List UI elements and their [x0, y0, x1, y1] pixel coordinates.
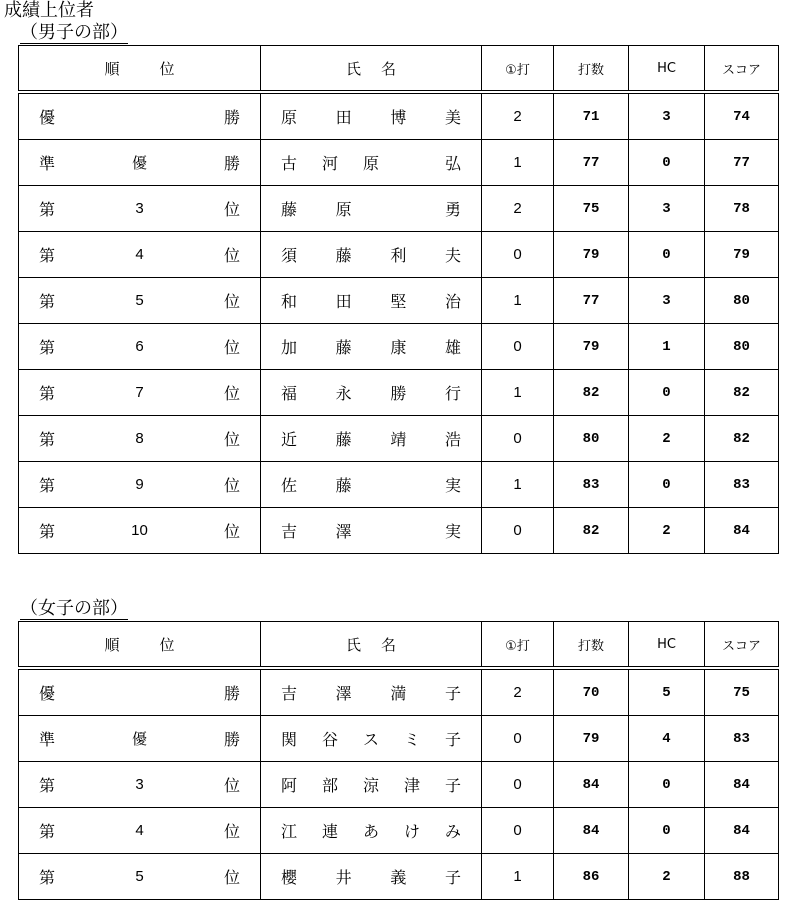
strokes-cell: 79	[554, 324, 629, 370]
hc-cell: 0	[629, 762, 705, 808]
rank-cell	[19, 140, 261, 186]
name-char: 浩	[444, 430, 461, 449]
rank-number: 5	[135, 868, 144, 885]
player-name-cell	[261, 370, 482, 416]
rank-cell	[19, 508, 261, 554]
strokes-cell: 70	[554, 668, 629, 716]
strokes-cell: 80	[554, 416, 629, 462]
men-results-table	[18, 45, 779, 554]
name-char: 吉	[281, 684, 298, 703]
strokes-cell: 79	[554, 232, 629, 278]
one-putt-cell: 1	[482, 462, 554, 508]
name-char: 部	[321, 776, 338, 795]
hc-cell: 0	[629, 462, 705, 508]
rank-char: 第	[39, 292, 56, 311]
rank-number: 7	[135, 384, 144, 401]
strokes-cell: 77	[554, 278, 629, 324]
rank-char: 優	[39, 684, 56, 703]
one-putt-cell: 0	[482, 416, 554, 462]
name-char: 関	[281, 730, 298, 749]
name-char: 原	[281, 108, 298, 127]
header-hc: HC	[629, 622, 705, 669]
name-char: 子	[444, 776, 461, 795]
rank-char: 第	[39, 338, 56, 357]
table-header-row	[19, 622, 779, 669]
name-char: 河	[322, 154, 339, 173]
name-char: 藤	[335, 476, 352, 495]
rank-number: 優	[131, 155, 147, 172]
player-name-cell	[261, 324, 482, 370]
strokes-cell: 82	[554, 508, 629, 554]
rank-char: 第	[39, 200, 56, 219]
rank-number: 10	[131, 522, 148, 539]
name-char: 夫	[444, 246, 461, 265]
player-name-cell	[261, 854, 482, 900]
name-char: 近	[281, 430, 298, 449]
name-char: 博	[390, 108, 407, 127]
score-cell: 80	[705, 324, 779, 370]
name-char: 福	[281, 384, 298, 403]
rank-char: 勝	[223, 684, 240, 703]
player-name-cell	[261, 92, 482, 140]
hc-cell: 4	[629, 716, 705, 762]
rank-cell	[19, 232, 261, 278]
name-char: 津	[403, 776, 420, 795]
rank-char: 勝	[223, 730, 240, 749]
name-char: 田	[335, 108, 352, 127]
header-name: 氏 名	[261, 622, 482, 669]
rank-number: 3	[135, 200, 144, 217]
name-char: 谷	[321, 730, 338, 749]
hc-cell: 1	[629, 324, 705, 370]
one-putt-cell: 2	[482, 668, 554, 716]
rank-char: 位	[223, 338, 240, 357]
header-one-putt: ①打	[482, 46, 554, 93]
rank-number: 9	[135, 476, 144, 493]
strokes-cell: 75	[554, 186, 629, 232]
men-section-label: （男子の部）	[20, 22, 128, 43]
name-char: 勝	[390, 384, 407, 403]
player-name-cell	[261, 808, 482, 854]
name-char: 利	[390, 246, 407, 265]
rank-char: 第	[39, 476, 56, 495]
rank-char: 位	[223, 822, 240, 841]
rank-char: 第	[39, 522, 56, 541]
rank-char: 位	[223, 200, 240, 219]
rank-number: 3	[135, 776, 144, 793]
rank-char: 第	[39, 822, 56, 841]
table-row	[19, 278, 779, 324]
rank-char: 第	[39, 868, 56, 887]
strokes-cell: 84	[554, 808, 629, 854]
hc-cell: 0	[629, 808, 705, 854]
name-char: 藤	[281, 200, 298, 219]
rank-char: 勝	[223, 108, 240, 127]
hc-cell: 0	[629, 370, 705, 416]
name-char: 弘	[444, 154, 461, 173]
score-cell: 83	[705, 462, 779, 508]
table-row	[19, 716, 779, 762]
name-char: 実	[444, 476, 461, 495]
table-row	[19, 92, 779, 140]
score-cell: 84	[705, 762, 779, 808]
name-char: 加	[281, 338, 298, 357]
name-char: 田	[335, 292, 352, 311]
rank-char: 位	[223, 476, 240, 495]
one-putt-cell: 0	[482, 762, 554, 808]
name-char: あ	[362, 822, 379, 841]
name-char: 吉	[281, 522, 298, 541]
name-char: 行	[444, 384, 461, 403]
table-header-row	[19, 46, 779, 93]
header-name: 氏 名	[261, 46, 482, 93]
score-cell: 77	[705, 140, 779, 186]
name-char: 澤	[335, 522, 352, 541]
one-putt-cell: 2	[482, 92, 554, 140]
name-char: 涼	[362, 776, 379, 795]
rank-cell	[19, 462, 261, 508]
name-char: 子	[444, 868, 461, 887]
player-name-cell	[261, 416, 482, 462]
name-char: み	[444, 822, 461, 841]
rank-number: 8	[135, 430, 144, 447]
hc-cell: 0	[629, 140, 705, 186]
rank-char: 第	[39, 776, 56, 795]
score-cell: 74	[705, 92, 779, 140]
table-row	[19, 370, 779, 416]
rank-cell	[19, 370, 261, 416]
rank-cell	[19, 416, 261, 462]
score-cell: 84	[705, 508, 779, 554]
women-section-label: （女子の部）	[20, 598, 128, 619]
player-name-cell	[261, 508, 482, 554]
hc-cell: 0	[629, 232, 705, 278]
name-char: 満	[390, 684, 407, 703]
one-putt-cell: 0	[482, 324, 554, 370]
rank-char: 位	[223, 292, 240, 311]
name-char: 佐	[281, 476, 298, 495]
name-char: 靖	[390, 430, 407, 449]
header-score: スコア	[705, 622, 779, 669]
player-name-cell	[261, 716, 482, 762]
table-row	[19, 324, 779, 370]
name-char: 治	[444, 292, 461, 311]
table-row	[19, 762, 779, 808]
name-char: 藤	[335, 338, 352, 357]
header-score: スコア	[705, 46, 779, 93]
score-cell: 84	[705, 808, 779, 854]
table-row	[19, 416, 779, 462]
name-char: 井	[335, 868, 352, 887]
rank-char: 勝	[223, 154, 240, 173]
strokes-cell: 71	[554, 92, 629, 140]
rank-char: 位	[223, 430, 240, 449]
hc-cell: 3	[629, 186, 705, 232]
page-title: 成績上位者	[4, 0, 94, 21]
table-row	[19, 186, 779, 232]
score-cell: 79	[705, 232, 779, 278]
hc-cell: 5	[629, 668, 705, 716]
table-row	[19, 140, 779, 186]
rank-cell	[19, 668, 261, 716]
rank-char: 位	[223, 384, 240, 403]
rank-char: 位	[223, 522, 240, 541]
player-name-cell	[261, 232, 482, 278]
name-char: 原	[335, 200, 352, 219]
hc-cell: 3	[629, 92, 705, 140]
strokes-cell: 83	[554, 462, 629, 508]
rank-char: 位	[223, 776, 240, 795]
name-char: 子	[444, 684, 461, 703]
player-name-cell	[261, 278, 482, 324]
name-char: 藤	[335, 246, 352, 265]
name-char: 藤	[335, 430, 352, 449]
player-name-cell	[261, 140, 482, 186]
hc-cell: 2	[629, 854, 705, 900]
rank-cell	[19, 278, 261, 324]
table-row	[19, 668, 779, 716]
one-putt-cell: 0	[482, 716, 554, 762]
hc-cell: 2	[629, 416, 705, 462]
header-strokes: 打数	[554, 46, 629, 93]
table-row	[19, 462, 779, 508]
women-results-table	[18, 621, 779, 900]
score-cell: 78	[705, 186, 779, 232]
one-putt-cell: 1	[482, 140, 554, 186]
rank-cell	[19, 808, 261, 854]
name-char: 永	[335, 384, 352, 403]
rank-number: 5	[135, 292, 144, 309]
name-char: 和	[281, 292, 298, 311]
rank-char: 準	[39, 154, 56, 173]
score-cell: 82	[705, 370, 779, 416]
strokes-cell: 84	[554, 762, 629, 808]
rank-cell	[19, 716, 261, 762]
rank-cell	[19, 186, 261, 232]
rank-cell	[19, 762, 261, 808]
player-name-cell	[261, 462, 482, 508]
player-name-cell	[261, 186, 482, 232]
strokes-cell: 86	[554, 854, 629, 900]
one-putt-cell: 0	[482, 808, 554, 854]
name-char: 雄	[444, 338, 461, 357]
header-hc: HC	[629, 46, 705, 93]
one-putt-cell: 0	[482, 508, 554, 554]
rank-number: 優	[131, 731, 147, 748]
name-char: 原	[363, 154, 380, 173]
name-char: 美	[444, 108, 461, 127]
score-cell: 83	[705, 716, 779, 762]
strokes-cell: 82	[554, 370, 629, 416]
rank-char: 優	[39, 108, 56, 127]
rank-number: 4	[135, 822, 144, 839]
name-char: 澤	[335, 684, 352, 703]
rank-cell	[19, 854, 261, 900]
score-cell: 75	[705, 668, 779, 716]
rank-char: 位	[223, 246, 240, 265]
one-putt-cell: 1	[482, 370, 554, 416]
header-rank: 順 位	[19, 622, 261, 669]
name-char: 子	[444, 730, 461, 749]
score-cell: 88	[705, 854, 779, 900]
name-char: 義	[390, 868, 407, 887]
rank-number: 6	[135, 338, 144, 355]
table-row	[19, 854, 779, 900]
name-char: ミ	[403, 730, 420, 749]
name-char: 須	[281, 246, 298, 265]
strokes-cell: 79	[554, 716, 629, 762]
strokes-cell: 77	[554, 140, 629, 186]
one-putt-cell: 1	[482, 278, 554, 324]
header-strokes: 打数	[554, 622, 629, 669]
name-char: 実	[444, 522, 461, 541]
name-char: 堅	[390, 292, 407, 311]
one-putt-cell: 2	[482, 186, 554, 232]
rank-char: 第	[39, 384, 56, 403]
table-row	[19, 232, 779, 278]
name-char: け	[403, 822, 420, 841]
name-char: 櫻	[281, 868, 298, 887]
player-name-cell	[261, 668, 482, 716]
name-char: 勇	[444, 200, 461, 219]
score-cell: 80	[705, 278, 779, 324]
name-char: 江	[281, 822, 298, 841]
rank-char: 位	[223, 868, 240, 887]
player-name-cell	[261, 762, 482, 808]
table-row	[19, 808, 779, 854]
rank-char: 第	[39, 430, 56, 449]
name-char: 阿	[281, 776, 298, 795]
rank-cell	[19, 324, 261, 370]
table-row	[19, 508, 779, 554]
header-one-putt: ①打	[482, 622, 554, 669]
header-rank: 順 位	[19, 46, 261, 93]
rank-char: 準	[39, 730, 56, 749]
hc-cell: 2	[629, 508, 705, 554]
name-char: 連	[321, 822, 338, 841]
hc-cell: 3	[629, 278, 705, 324]
rank-char: 第	[39, 246, 56, 265]
score-cell: 82	[705, 416, 779, 462]
name-char: 康	[390, 338, 407, 357]
rank-cell	[19, 92, 261, 140]
name-char: 古	[281, 154, 298, 173]
one-putt-cell: 1	[482, 854, 554, 900]
name-char: ス	[362, 730, 379, 749]
rank-number: 4	[135, 246, 144, 263]
one-putt-cell: 0	[482, 232, 554, 278]
